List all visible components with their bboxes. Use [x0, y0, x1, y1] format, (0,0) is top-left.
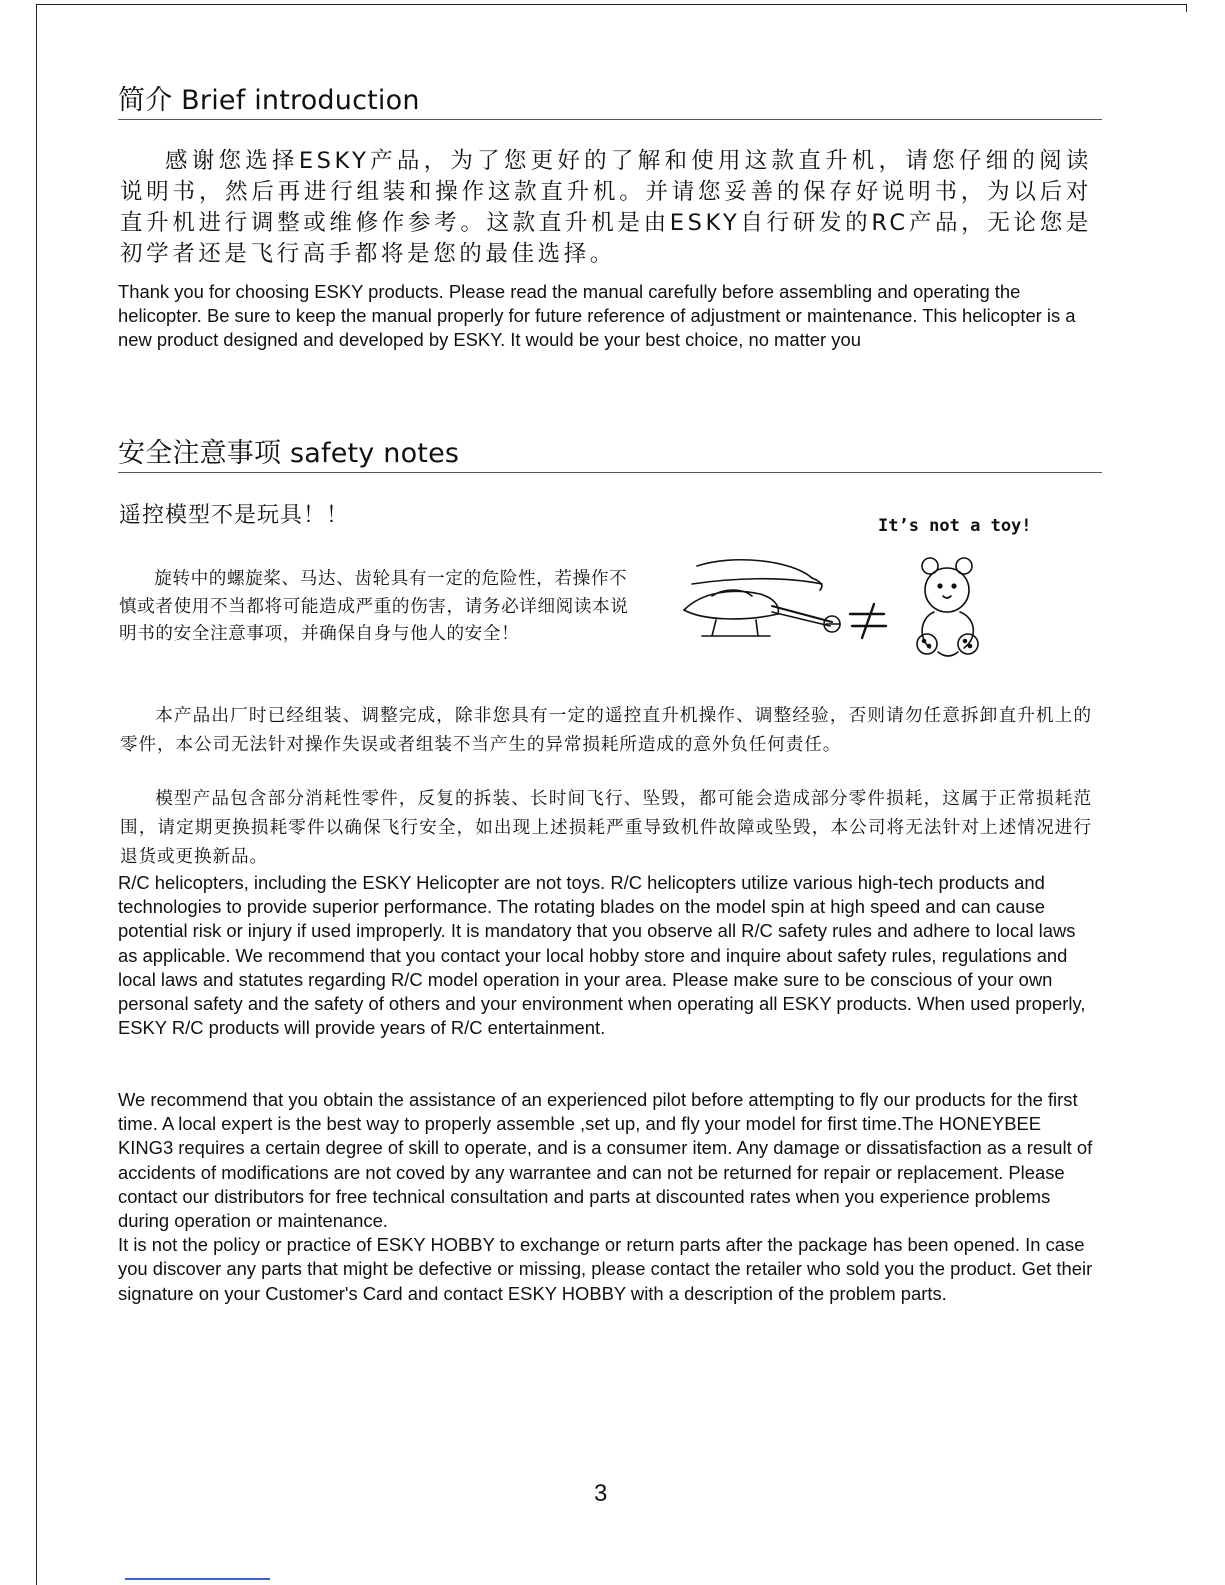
assembled-chinese-paragraph: 本产品出厂时已经组装、调整完成，除非您具有一定的遥控直升机操作、调整经验，否则请勿任意拆卸直升机上的零件，本公司无法针对操作失误或者组装不当产生的异常损耗所造成的意外负任何责任。	[120, 706, 1092, 755]
page-number: 3	[594, 1480, 608, 1507]
rotor-blade	[692, 579, 822, 584]
intro-chinese-paragraph: 感谢您选择ESKY产品，为了您更好的了解和使用这款直升机，请您仔细的阅读说明书，然后再进行组装和操作这款直升机。并请您妥善的保存好说明书，为以后对直升机进行调整或维修作参考。这款直升机是由ESKY自行研发的RC产品，无论您是初学者还是飞行高手都将是您的最佳选择。	[120, 148, 1092, 267]
warning-title: 遥控模型不是玩具！！	[119, 503, 350, 528]
page-border-top	[36, 4, 1187, 5]
not-a-toy-caption: It’s not a toy!	[878, 516, 1032, 536]
not-equal-sign	[850, 604, 886, 638]
helicopter-body	[684, 591, 778, 614]
recommendation-english-paragraph: We recommend that you obtain the assistance of an experienced pilot before attempting to fly our products for the first time. A local expert is the best way to properly assemble ,set up, and fly your model for first time.The HONEYBEE KING3 requires a certain degree of skill to operate, and is a consumer item. Any damage or dissatisfaction as a result of accidents of modifications are not coved by any warrantee and can not be returned for repair or replacement. Please contact our distributors for free technical consultation and parts at discounted rates when you experience problems during operation or maintenance.	[118, 1089, 1093, 1232]
return-policy-english-paragraph: It is not the policy or practice of ESKY HOBBY to exchange or return parts after the package has been opened. In case you discover any parts that might be defective or missing, please contact the retailer who sold you the product. Get their signature on your Customer's Card and contact ESKY HOBBY with a description of the problem parts.	[118, 1234, 1093, 1304]
helicopter-not-equal-teddy-bear-icon	[672, 548, 1012, 670]
safety-section-title: 安全注意事项 safety notes	[118, 437, 1102, 473]
recommendation-block	[118, 1088, 1098, 1306]
page-border-right	[1186, 4, 1187, 12]
intro-section-title: 简介 Brief introduction	[118, 84, 1102, 120]
intro-english-paragraph: Thank you for choosing ESKY products. Please read the manual carefully before assembling and operating the helicopter. Be sure to keep the manual properly for future reference of adjustment or maintenance. This helicopter is a new product designed and developed by ESKY. It would be your best choice, no matter you	[118, 281, 1076, 351]
page-border-left	[36, 4, 37, 1585]
safety-english-paragraph: R/C helicopters, including the ESKY Helicopter are not toys. R/C helicopters utilize various high-tech products and technologies to provide superior performance. The rotating blades on the model spin at high speed and can cause potential risk or injury if used improperly. It is mandatory that you observe all R/C safety rules and adhere to local laws as applicable. We recommend that you contact your local hobby store and inquire about safety rules, regulations and local laws and statutes regarding R/C model operation in your area. Please make sure to be conscious of your own personal safety and the safety of others and your environment when operating all ESKY products. When used properly, ESKY R/C products will provide years of R/C entertainment.	[118, 872, 1086, 1039]
teddy-bear	[917, 558, 978, 656]
bottom-link-strip	[125, 1578, 270, 1580]
rotor-blade	[697, 560, 812, 578]
wear-parts-chinese-paragraph: 模型产品包含部分消耗性零件，反复的拆装、长时间飞行、坠毁，都可能会造成部分零件损耗，这属于正常损耗范围，请定期更换损耗零件以确保飞行安全，如出现上述损耗严重导致机件故障或坠毁，本公司将无法针对上述情况进行退货或更换新品。	[120, 789, 1092, 867]
warning-chinese-paragraph: 旋转中的螺旋桨、马达、齿轮具有一定的危险性，若操作不慎或者使用不当都将可能造成严重的伤害，请务必详细阅读本说明书的安全注意事项，并确保自身与他人的安全！	[119, 569, 629, 644]
